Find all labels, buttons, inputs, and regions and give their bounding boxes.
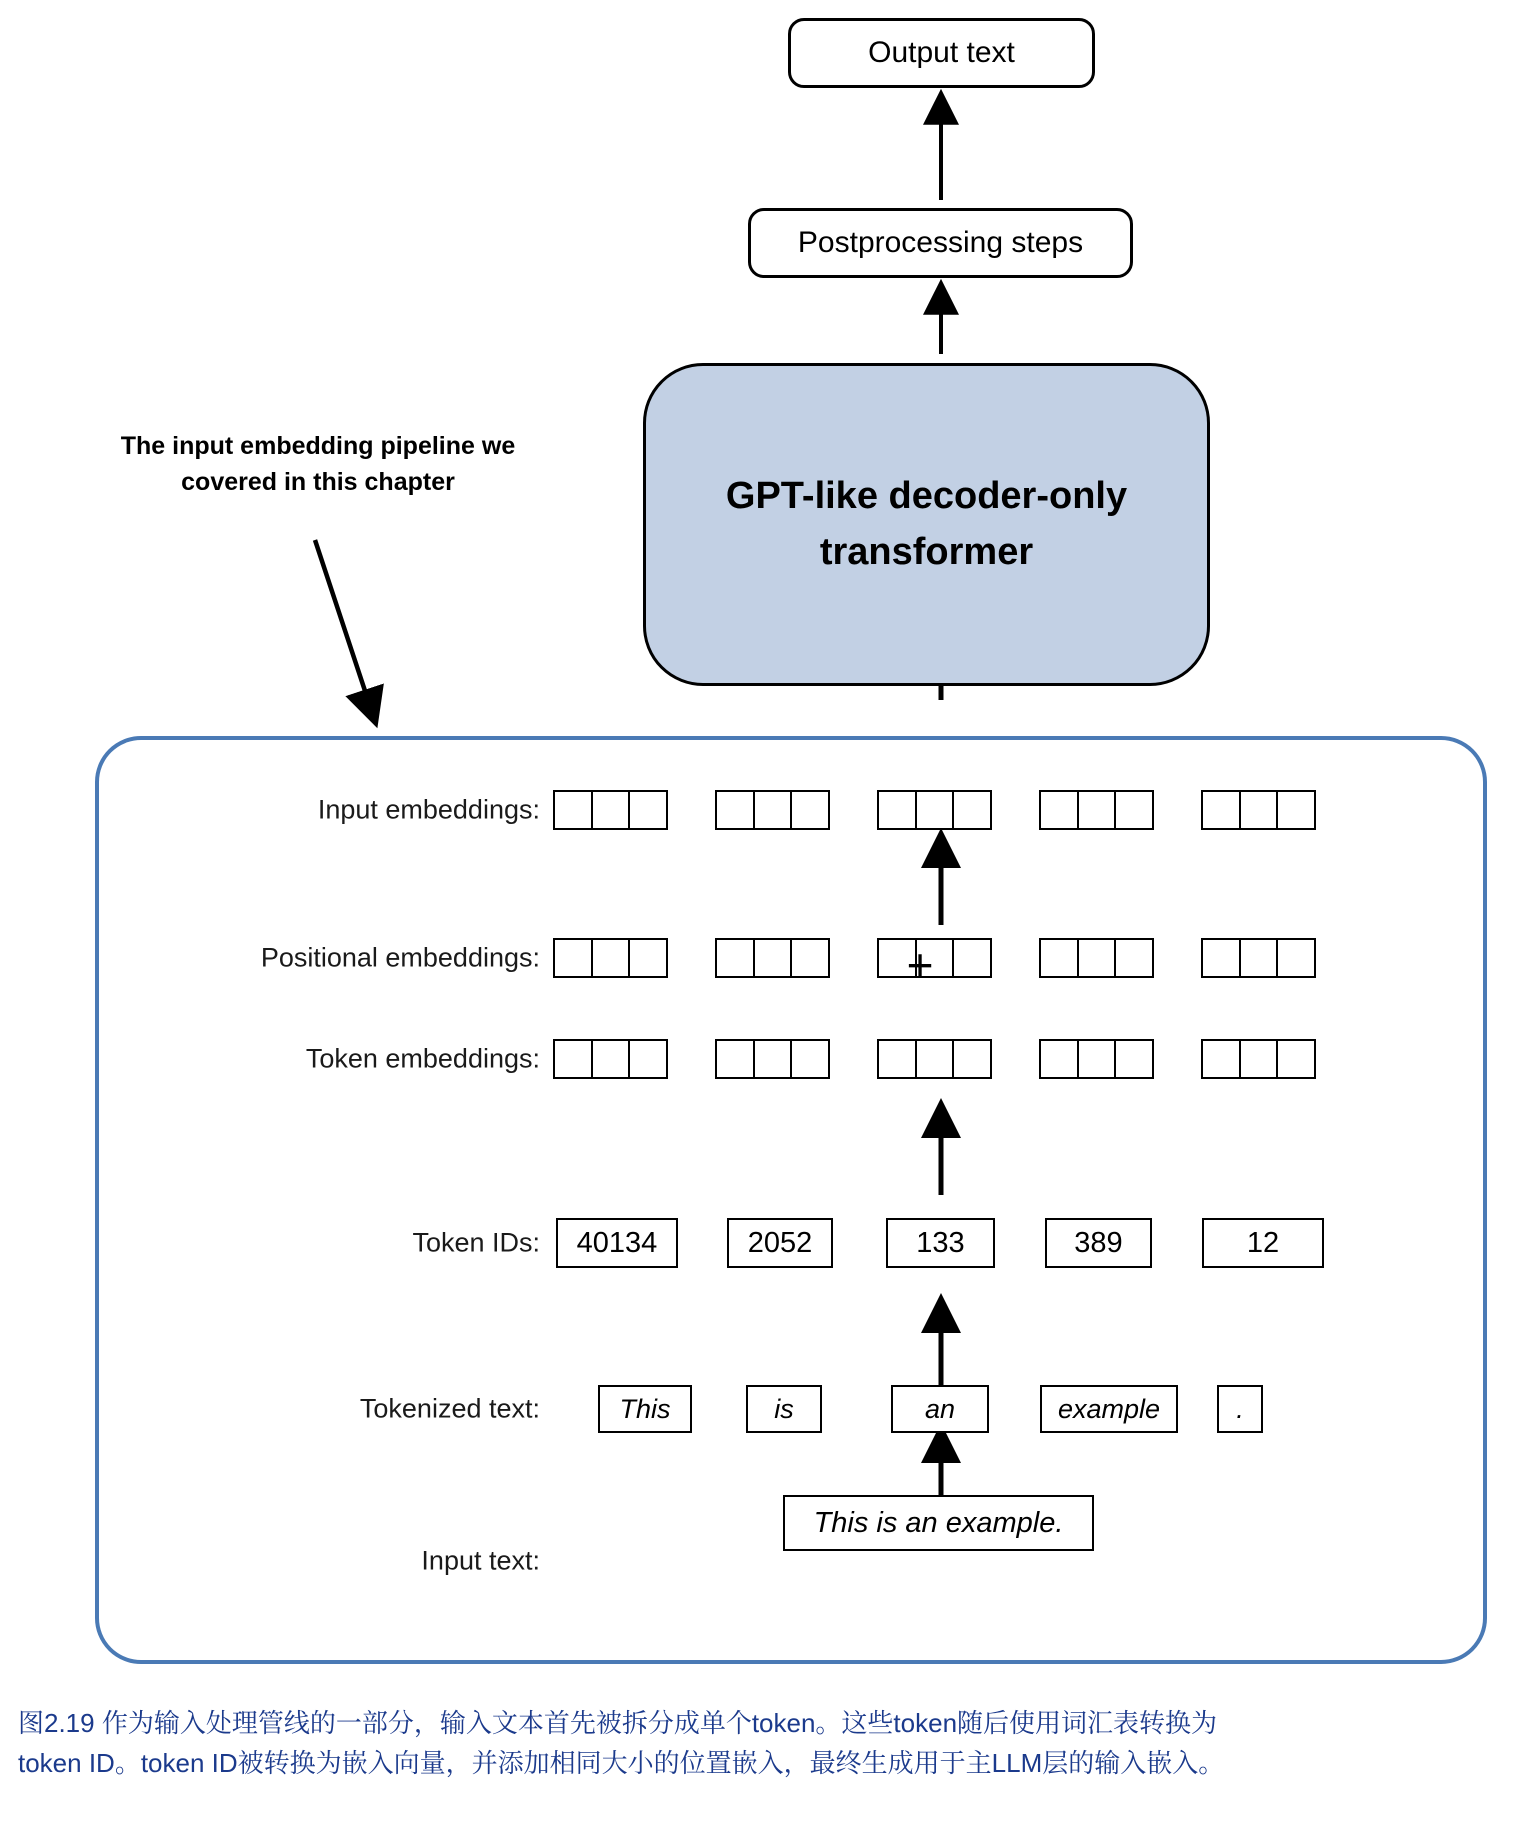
token-id-box xyxy=(1202,1218,1324,1268)
embedding-cell xyxy=(591,790,631,830)
input-embedding-group xyxy=(877,790,990,830)
embedding-cell xyxy=(1239,790,1279,830)
tokenized-text-value: an xyxy=(924,1393,956,1424)
embedding-cell xyxy=(1239,1039,1279,1079)
token-id-value: 40134 xyxy=(576,1226,658,1259)
row-label-text: Input embeddings: xyxy=(317,794,540,825)
row-label-text: Token IDs: xyxy=(412,1227,540,1258)
gpt-decoder-label: GPT-like decoder-only transformer xyxy=(725,475,1128,573)
embedding-cell xyxy=(1276,790,1316,830)
row-label-text: Token embeddings: xyxy=(305,1043,540,1074)
embedding-cell xyxy=(1077,790,1117,830)
embedding-cell xyxy=(790,1039,830,1079)
tokenized-text-value: This xyxy=(619,1393,671,1424)
row-label-input-embeddings xyxy=(318,795,540,826)
token-id-box xyxy=(727,1218,833,1268)
embedding-cell xyxy=(553,790,593,830)
embedding-cell xyxy=(1039,790,1079,830)
tokenized-text-box xyxy=(1217,1385,1263,1433)
embedding-cell xyxy=(628,938,668,978)
input-embedding-group xyxy=(715,790,828,830)
row-label-input-text xyxy=(421,1546,540,1577)
embedding-cell xyxy=(628,1039,668,1079)
output-text-label: Output text xyxy=(868,36,1015,69)
embedding-cell xyxy=(952,938,992,978)
positional-embedding-group xyxy=(1201,938,1314,978)
token-embedding-group xyxy=(1201,1039,1314,1079)
embedding-cell xyxy=(1276,1039,1316,1079)
positional-embedding-group xyxy=(715,938,828,978)
input-embedding-group xyxy=(1039,790,1152,830)
plus-sign-label: + xyxy=(906,939,934,991)
embedding-cell xyxy=(753,938,793,978)
embedding-cell xyxy=(877,1039,917,1079)
embedding-cell xyxy=(915,790,955,830)
embedding-cell xyxy=(1077,1039,1117,1079)
caption-line-1: 图2.19 作为输入处理管线的一部分，输入文本首先被拆分成单个token。这些token随后使用词汇表转换为 xyxy=(18,1708,1218,1738)
row-label-token-ids xyxy=(412,1228,540,1259)
token-id-value: 389 xyxy=(1074,1226,1123,1259)
embedding-cell xyxy=(591,938,631,978)
embedding-cell xyxy=(753,1039,793,1079)
tokenized-text-value: example xyxy=(1057,1393,1161,1424)
gpt-decoder-block xyxy=(643,363,1210,686)
positional-embedding-group xyxy=(1039,938,1152,978)
embedding-cell xyxy=(790,938,830,978)
token-embedding-group xyxy=(553,1039,666,1079)
embedding-cell xyxy=(1039,938,1079,978)
embedding-cell xyxy=(952,790,992,830)
embedding-cell xyxy=(1276,938,1316,978)
input-embedding-group xyxy=(553,790,666,830)
pipeline-annotation xyxy=(98,428,538,501)
token-embedding-group xyxy=(715,1039,828,1079)
row-label-text: Input text: xyxy=(421,1545,540,1576)
embedding-cell xyxy=(1239,938,1279,978)
embedding-cell xyxy=(1114,938,1154,978)
postprocessing-node xyxy=(748,208,1133,278)
embedding-cell xyxy=(1077,938,1117,978)
embedding-cell xyxy=(1114,790,1154,830)
token-id-box xyxy=(556,1218,678,1268)
embedding-cell xyxy=(1039,1039,1079,1079)
output-text-node xyxy=(788,18,1095,88)
caption-line-2: token ID。token ID被转换为嵌入向量，并添加相同大小的位置嵌入，最终生成用于主LLM层的输入嵌入。 xyxy=(18,1748,1225,1779)
embedding-cell xyxy=(553,938,593,978)
row-label-token-embeddings xyxy=(306,1044,540,1075)
token-embedding-group xyxy=(1039,1039,1152,1079)
tokenized-text-value: is xyxy=(774,1393,794,1424)
embedding-cell xyxy=(952,1039,992,1079)
embedding-cell xyxy=(715,790,755,830)
embedding-cell xyxy=(877,790,917,830)
embedding-cell xyxy=(628,790,668,830)
embedding-cell xyxy=(1201,790,1241,830)
tokenized-text-value: . xyxy=(1236,1393,1244,1424)
embedding-cell xyxy=(1114,1039,1154,1079)
positional-embedding-group xyxy=(553,938,666,978)
embedding-cell xyxy=(553,1039,593,1079)
embedding-cell xyxy=(715,1039,755,1079)
tokenized-text-box xyxy=(1040,1385,1178,1433)
input-text-box xyxy=(783,1495,1094,1551)
embedding-cell xyxy=(753,790,793,830)
embedding-cell xyxy=(715,938,755,978)
tokenized-text-box xyxy=(746,1385,822,1433)
embedding-cell xyxy=(1201,1039,1241,1079)
pipeline-annotation-label: The input embedding pipeline we covered in this chapter xyxy=(120,432,516,497)
plus-sign xyxy=(906,939,934,991)
token-id-value: 133 xyxy=(916,1226,965,1259)
token-id-value: 2052 xyxy=(747,1226,813,1259)
input-text-value: This is an example. xyxy=(813,1506,1064,1539)
figure-caption xyxy=(18,1703,1498,1784)
input-embedding-group xyxy=(1201,790,1314,830)
row-label-text: Tokenized text: xyxy=(359,1393,540,1424)
embedding-cell xyxy=(790,790,830,830)
row-label-text: Positional embeddings: xyxy=(260,942,540,973)
postprocessing-label: Postprocessing steps xyxy=(797,226,1084,259)
embedding-cell xyxy=(915,1039,955,1079)
embedding-cell xyxy=(591,1039,631,1079)
embedding-cell xyxy=(1201,938,1241,978)
token-id-box xyxy=(1045,1218,1152,1268)
tokenized-text-box xyxy=(891,1385,989,1433)
token-id-value: 12 xyxy=(1246,1226,1280,1259)
row-label-tokenized-text xyxy=(360,1394,540,1425)
token-embedding-group xyxy=(877,1039,990,1079)
token-id-box xyxy=(886,1218,995,1268)
row-label-positional-embeddings xyxy=(261,943,540,974)
tokenized-text-box xyxy=(598,1385,692,1433)
